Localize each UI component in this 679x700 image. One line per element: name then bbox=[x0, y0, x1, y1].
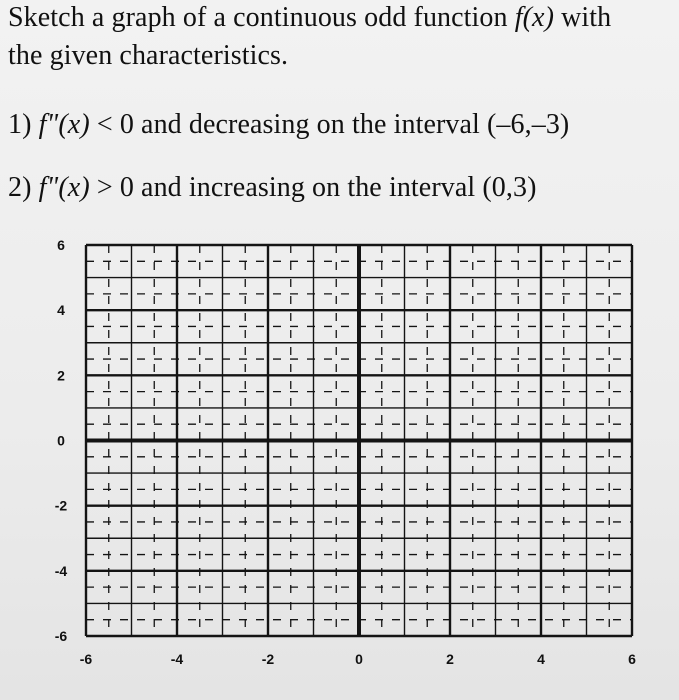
x-tick-label: -6 bbox=[79, 651, 93, 667]
intro-prefix: Sketch a graph of a continuous odd function bbox=[8, 2, 515, 33]
condition-2-number: 2) bbox=[8, 172, 39, 203]
axes bbox=[86, 245, 632, 636]
y-tick-label: -6 bbox=[54, 628, 68, 644]
y-tick-label: 2 bbox=[57, 367, 65, 384]
tick-labels bbox=[55, 237, 636, 667]
x-tick-label: -2 bbox=[261, 651, 275, 667]
x-tick-label: 6 bbox=[628, 651, 636, 667]
condition-1-function: f"(x) bbox=[38, 109, 90, 140]
condition-2-text: > 0 and increasing on the interval (0,3) bbox=[89, 172, 537, 203]
x-tick-label: 4 bbox=[537, 651, 545, 667]
y-tick-label: 4 bbox=[57, 302, 65, 319]
y-tick-label: 0 bbox=[57, 432, 65, 449]
problem-intro-line2: the given characteristics. bbox=[8, 40, 289, 71]
x-tick-label: 2 bbox=[446, 651, 454, 667]
x-tick-label: 0 bbox=[355, 651, 363, 667]
y-tick-label: 6 bbox=[57, 237, 65, 253]
intro-function: f(x) bbox=[514, 2, 554, 33]
condition-1-number: 1) bbox=[8, 109, 39, 140]
y-tick-label: -2 bbox=[54, 497, 68, 514]
condition-1-text: < 0 and decreasing on the interval (–6,–3) bbox=[89, 109, 570, 140]
x-tick-label: -4 bbox=[170, 651, 184, 667]
y-tick-label: -4 bbox=[54, 562, 68, 579]
condition-2-function: f"(x) bbox=[38, 172, 90, 203]
intro-suffix: with bbox=[554, 2, 612, 33]
